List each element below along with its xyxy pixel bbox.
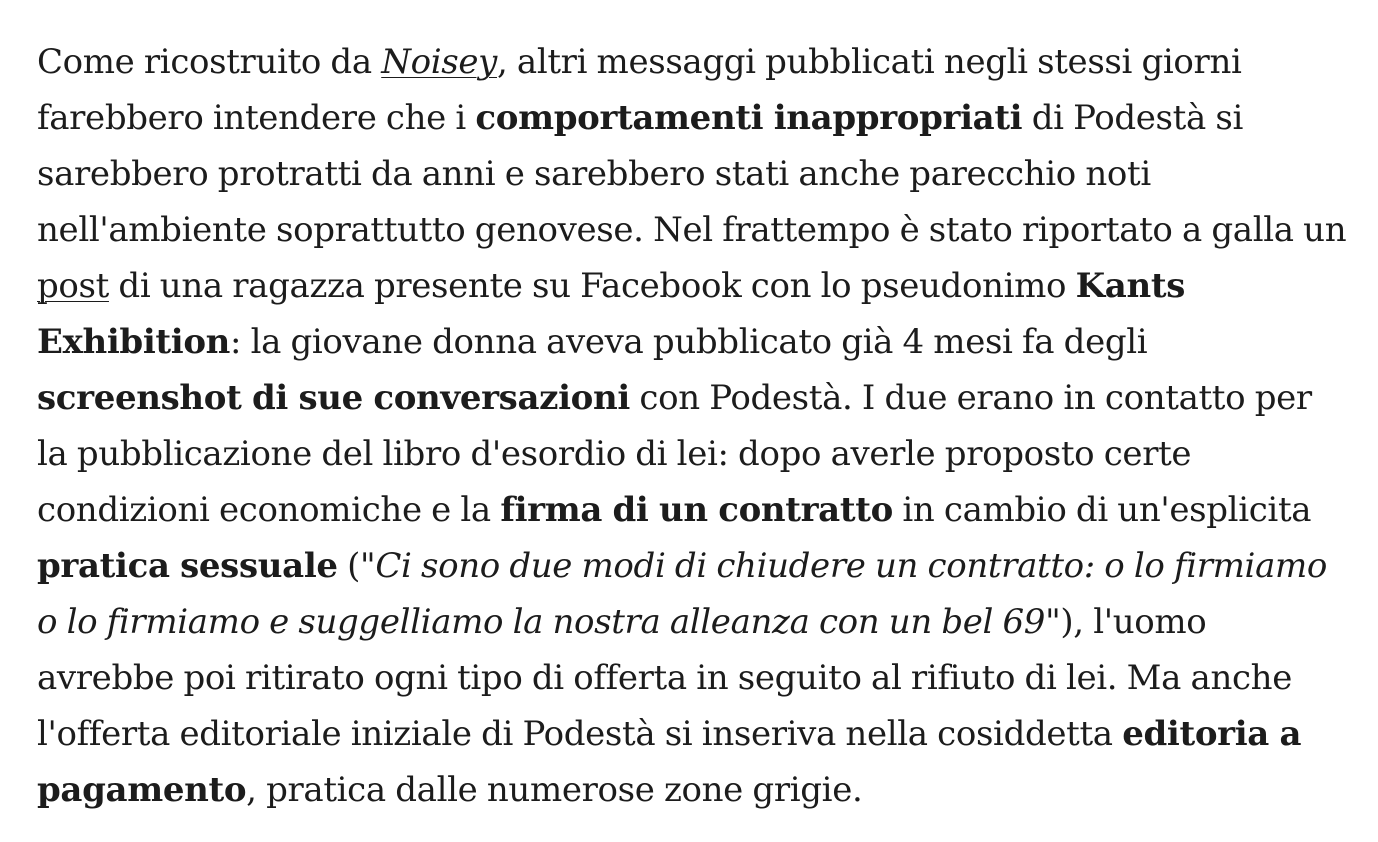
paragraph-text: in cambio di un'esplicita [892, 490, 1312, 530]
article-paragraph [37, 34, 1347, 818]
paragraph-text: , altri messaggi pubblicati negli stessi giorni farebbero intendere che i [37, 42, 1242, 138]
noisey-link[interactable] [381, 42, 497, 82]
paragraph-text: di Podestà si sarebbero protratti da anni e sarebbero stati anche parecchio noti nell'ambiente soprattutto genovese. Nel frattempo è stato riportato a galla un [37, 98, 1347, 250]
bold-phrase: Kants Exhibition [37, 266, 1186, 362]
paragraph-text: : la giovane donna aveva pubblicato già 4 mesi fa degli [230, 322, 1148, 362]
bold-phrase: editoria a pagamento [37, 714, 1302, 810]
paragraph-text: , pratica dalle numerose zone grigie. [246, 770, 863, 810]
post-link[interactable]: post [37, 266, 109, 306]
quoted-message: Ci sono due modi di chiudere un contratto: o lo firmiamo o lo firmiamo e suggelliamo la nostra alleanza con un bel 69 [37, 546, 1327, 642]
bold-phrase: screenshot di sue conversazioni [37, 378, 630, 418]
paragraph-text: di una ragazza presente su Facebook con lo pseudonimo [108, 266, 1076, 306]
paragraph-text: "), l'uomo avrebbe poi ritirato ogni tipo di offerta in seguito al rifiuto di lei. Ma anche l'offerta editoriale iniziale di Podestà si inseriva nella cosiddetta [37, 602, 1292, 754]
bold-phrase: comportamenti inappropriati [475, 98, 1023, 138]
paragraph-text: (" [337, 546, 376, 586]
paragraph-text: con Podestà. I due erano in contatto per la pubblicazione del libro d'esordio di lei: dopo averle proposto certe condizioni economiche e la [37, 378, 1312, 530]
noisey-link-label: Noisey [381, 42, 497, 82]
paragraph-text: Come ricostruito da [37, 42, 382, 82]
bold-phrase: pratica sessuale [37, 546, 338, 586]
article-body [37, 34, 1347, 818]
bold-phrase: firma di un contratto [500, 490, 893, 530]
